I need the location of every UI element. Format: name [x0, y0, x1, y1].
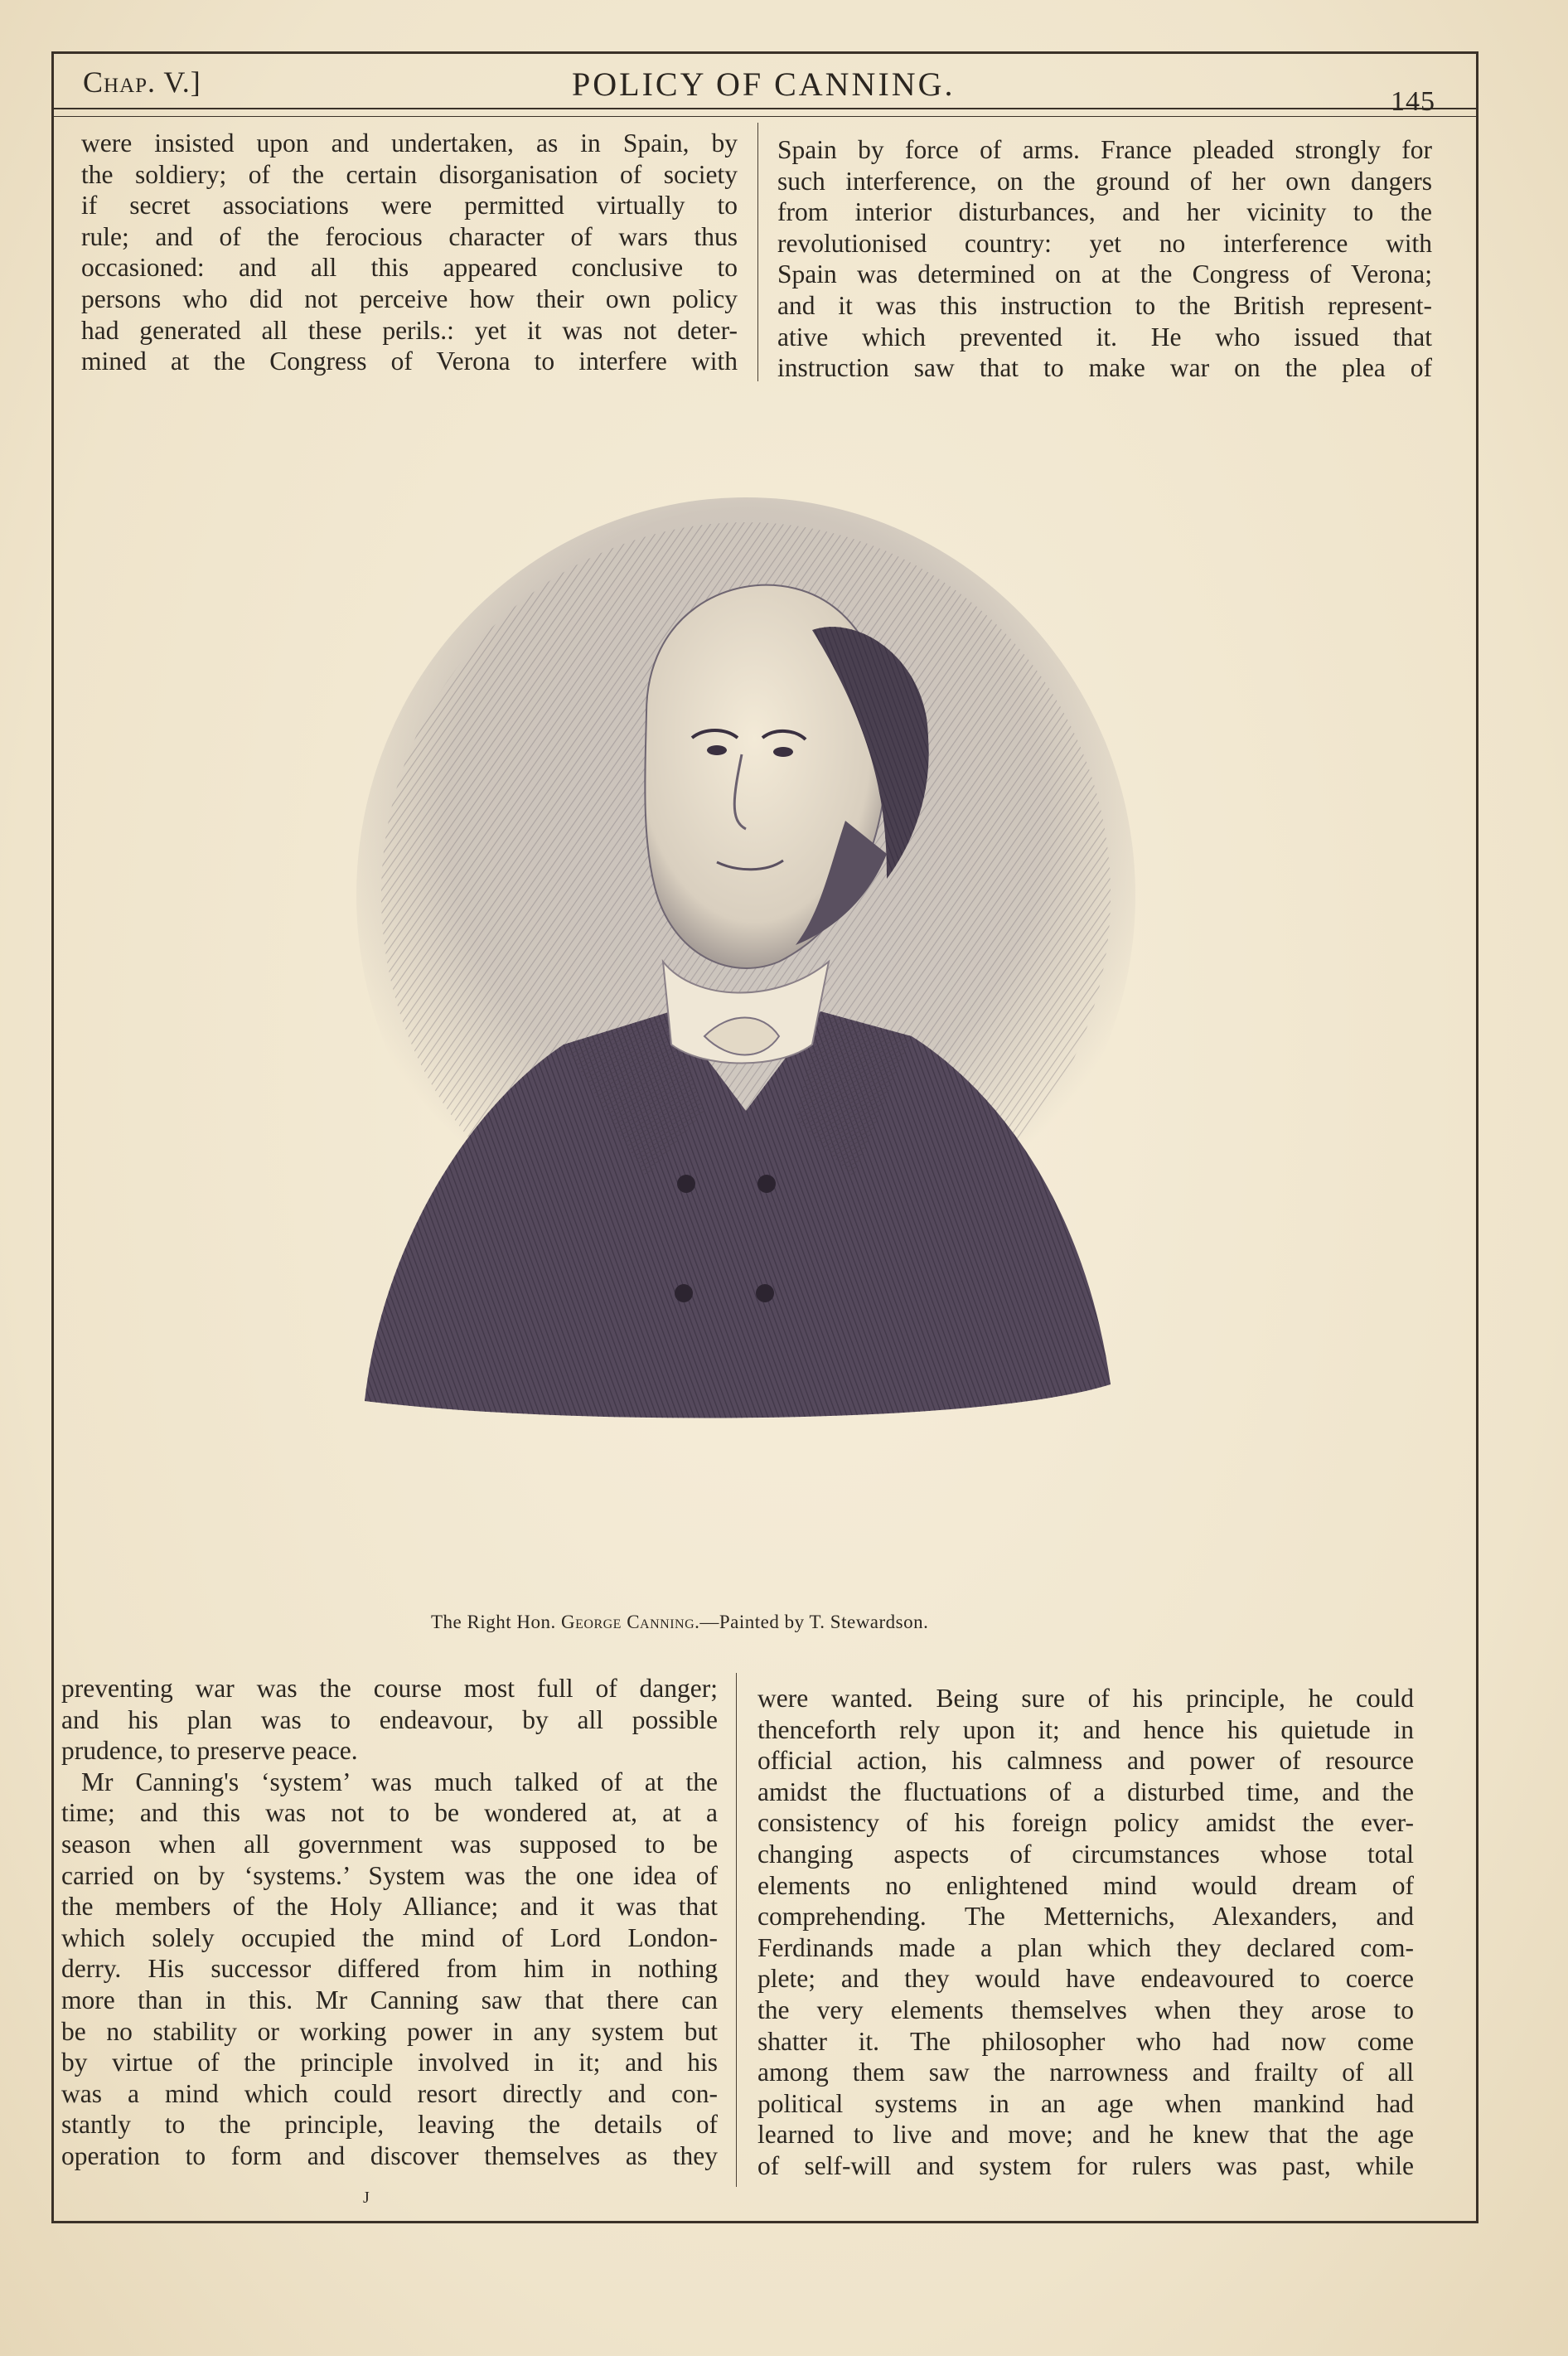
text-line: were wanted. Being sure of his principle, he could: [757, 1684, 1414, 1713]
text-line: instruction saw that to make war on the plea of: [777, 353, 1432, 383]
text-line: revolutionised country: yet no interference with: [777, 228, 1432, 258]
text-line: the members of the Holy Alliance; and it was that: [61, 1892, 718, 1922]
text-line: by virtue of the principle involved in it; and his: [61, 2048, 718, 2077]
text-line: operation to form and discover themselves as they: [61, 2140, 718, 2170]
text-line: carried on by ‘systems.’ System was the one idea of: [61, 1860, 718, 1890]
caption-name: George Canning: [561, 1612, 695, 1632]
text-line: consistency of his foreign policy amidst the ever-: [757, 1808, 1414, 1838]
text-line: if secret associations were permitted virtually to: [81, 191, 738, 221]
chapter-label: Chap. V.]: [83, 65, 201, 99]
text-line: such interference, on the ground of her own dangers: [777, 166, 1432, 196]
text-line: plete; and they would have endeavoured to coerce: [757, 1964, 1414, 1994]
text-line: the very elements themselves when they arose to: [757, 1995, 1414, 2024]
text-line: amidst the fluctuations of a disturbed time, and the: [757, 1777, 1414, 1806]
text-line: mined at the Congress of Verona to interfere with: [81, 347, 738, 376]
text-line: changing aspects of circumstances whose total: [757, 1839, 1414, 1869]
column-divider-top: [757, 123, 758, 381]
top-left-column: [81, 128, 738, 377]
page-number: 145: [1391, 86, 1435, 117]
text-line: were insisted upon and undertaken, as in Spain, by: [81, 128, 738, 158]
text-line: shatter it. The philosopher who had now come: [757, 2026, 1414, 2056]
text-line: more than in this. Mr Canning saw that there can: [61, 1985, 718, 2014]
header-rule-thin: [51, 116, 1478, 117]
column-divider-bottom: [736, 1673, 737, 2187]
running-title: POLICY OF CANNING.: [572, 65, 956, 103]
text-line: derry. His successor differed from him in nothing: [61, 1954, 718, 1984]
text-line: from interior disturbances, and her vicinity to the: [777, 197, 1432, 227]
portrait-caption: [431, 1612, 928, 1633]
text-line: ative which prevented it. He who issued that: [777, 322, 1432, 351]
text-line: the soldiery; of the certain disorganisation of society: [81, 159, 738, 189]
text-line: among them saw the narrowness and frailty of all: [757, 2058, 1414, 2087]
signature-mark: J: [363, 2189, 370, 2207]
text-line: comprehending. The Metternichs, Alexanders, and: [757, 1902, 1414, 1932]
text-line: be no stability or working power in any system but: [61, 2016, 718, 2046]
text-line: elements no enlightened mind would dream of: [757, 1870, 1414, 1900]
text-line: occasioned: and all this appeared conclusive to: [81, 253, 738, 283]
text-line: stantly to the principle, leaving the details of: [61, 2110, 718, 2140]
header-rule: [51, 108, 1478, 109]
portrait-engraving: [315, 464, 1177, 1575]
text-line: Spain by force of arms. France pleaded strongly for: [777, 135, 1432, 164]
text-line: had generated all these perils.: yet it was not deter-: [81, 315, 738, 345]
text-line: prudence, to preserve peace.: [61, 1736, 358, 1766]
text-line: which solely occupied the mind of Lord London-: [61, 1922, 718, 1952]
text-line: season when all government was supposed to be: [61, 1829, 718, 1859]
text-line: Spain was determined on at the Congress of Verona;: [777, 259, 1432, 289]
bottom-right-column: [757, 1683, 1414, 2182]
text-line: thenceforth rely upon it; and hence his quietude in: [757, 1714, 1414, 1744]
text-line: of self-will and system for rulers was past, while: [757, 2150, 1414, 2180]
caption-suffix: .—Painted by T. Stewardson.: [694, 1612, 929, 1632]
text-line: preventing war was the course most full of danger;: [61, 1674, 718, 1703]
bottom-left-column: [61, 1673, 718, 2172]
text-line: rule; and of the ferocious character of wars thus: [81, 221, 738, 251]
text-line: time; and this was not to be wondered at, at a: [61, 1798, 718, 1828]
text-line: and it was this instruction to the British represent-: [777, 290, 1432, 320]
text-line: Ferdinands made a plan which they declared com-: [757, 1932, 1414, 1962]
caption-prefix: The Right Hon.: [431, 1612, 561, 1632]
text-line: official action, his calmness and power of resource: [757, 1746, 1414, 1776]
top-right-column: [777, 134, 1432, 384]
text-line: was a mind which could resort directly and con-: [61, 2078, 718, 2108]
text-line: learned to live and move; and he knew that the age: [757, 2120, 1414, 2150]
text-line: Mr Canning's ‘system’ was much talked of at the: [81, 1767, 718, 1796]
text-line: and his plan was to endeavour, by all possible: [61, 1704, 718, 1734]
text-line: persons who did not perceive how their own policy: [81, 284, 738, 313]
text-line: political systems in an age when mankind had: [757, 2088, 1414, 2118]
